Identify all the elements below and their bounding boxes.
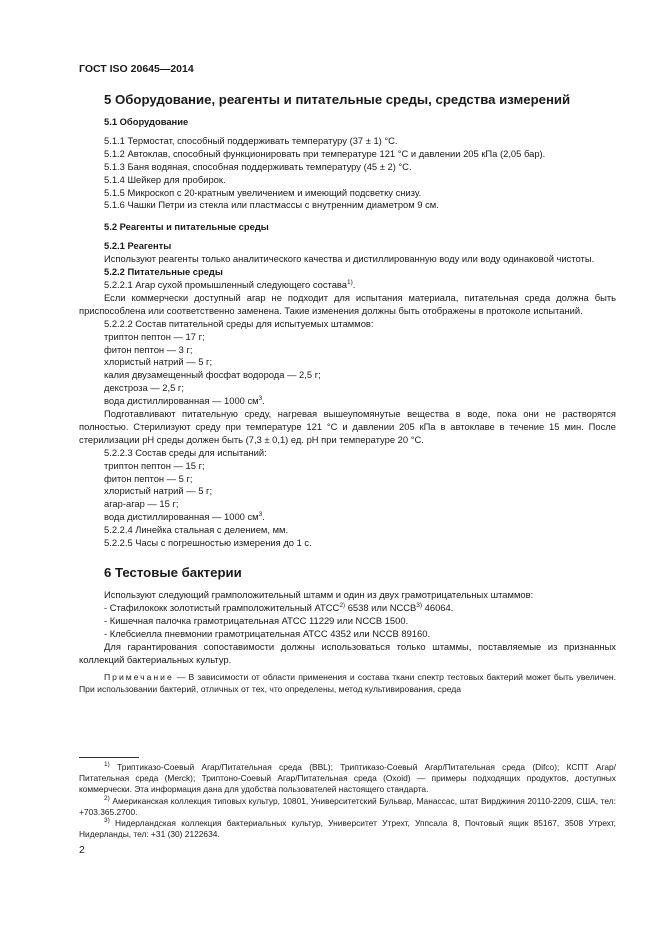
footnote: $^{2)}$ Американская коллекция типовых культур, 10801, Университетский Бульвар, Манассас, штат Вирджиния 20110-2209, США, тел: +703.365.2700. (79, 794, 616, 817)
equipment-item: 5.1.2 Автоклав, способный функционировать при температуре 121 °С и давлении 205 кПа (2,05 бар). (104, 147, 546, 159)
composition-item: триптон пептон — 15 г; (104, 459, 205, 471)
section-5-2-1-title: 5.2.1 Реагенты (104, 240, 172, 252)
composition-item: декстроза — 2,5 г; (104, 382, 184, 394)
section-5-1-title: 5.1 Оборудование (104, 116, 189, 127)
clock-item: 5.2.2.5 Часы с погрешностью измерения до 1 с. (104, 537, 312, 549)
footnote-ref-1: 1) (347, 278, 353, 286)
composition-item: хлористый натрий — 5 г; (104, 356, 213, 368)
composition-item: калия двузамещенный фосфат водорода — 2,5 г; (104, 369, 321, 381)
section-5-2-2-2-title: 5.2.2.2 Состав питательной среды для испытуемых штаммов: (104, 317, 374, 329)
composition-item: хлористый натрий — 5 г; (104, 485, 213, 497)
footnote-ref-2: 2) (339, 601, 346, 609)
composition-item: триптон пептон — 17 г; (104, 330, 205, 342)
footnote-ref-3: 3) (416, 601, 423, 609)
composition-item: вода дистиллированная — 1000 $см^3$. (104, 511, 265, 523)
agar-text: 5.2.2.1 Агар сухой промышленный следующего состава$^{1)}$. (104, 278, 356, 290)
section-5-2-title: 5.2 Реагенты и питательные среды (104, 221, 269, 233)
equipment-item: 5.1.3 Баня водяная, способная поддерживать температуру (45 ± 2) °С. (104, 160, 412, 172)
equipment-item: 5.1.5 Микроскоп с 20-кратным увеличением и имеющий подсветку снизу. (104, 186, 422, 198)
bacteria-item: - Стафилококк золотистый грамположительный АТСС$^{2)}$ 6538 или NCCB$^{3)}$ 46064. (104, 601, 454, 613)
composition-item: агар-агар — 15 г; (104, 498, 179, 510)
comparability-text: Для гарантирования сопоставимости должны использоваться только штаммы, поставляемые из признанных коллекций бактериальных культур. (79, 640, 616, 665)
equipment-item: 5.1.4 Шейкер для пробирок. (104, 173, 226, 185)
composition-item: вода дистиллированная — 1000 $см^3$. (104, 395, 265, 407)
bacteria-item: - Клебсиелла пневмонии грамотрицательная АТСС 4352 или NCCB 89160. (104, 627, 431, 639)
section-5-title: 5 Оборудование, реагенты и питательные среды, средства измерений (104, 92, 571, 107)
footnote: $^{1)}$ Триптиказо-Соевый Агар/Питательная среда (BBL); Триптиказо-Соевый Агар/Питательная среда (Difco); КСПТ Агар/Питательная среда (Merck); Триптоно-Соевый Агар/Питательная среда (Oxoid) — примеры подходящих продуктов, доступных коммерчески. Эта информация дана для удобства пользователей настоящего стандарта. (79, 761, 616, 795)
bacteria-intro: Используют следующий грамположительный штамм и один из двух грамотрицательных штаммов: (104, 589, 534, 600)
footnote: $^{3)}$ Нидерландская коллекция бактериальных культур, Университет Утрехт, Уппсала 8, Почтовый ящик 85167, 3508 Утрехт, Нидерланды, тел: +31 (30) 2122634. (79, 817, 616, 840)
reagents-text: Используют реагенты только аналитического качества и дистиллированную воду или воду одинаковой чистоты. (104, 253, 595, 265)
main-content (79, 91, 616, 695)
ruler-item: 5.2.2.4 Линейка стальная с делением, мм. (104, 524, 289, 536)
preparation-text: Подготавливают питательную среду, нагревая вышеупомянутые вещества в воде, пока они не растворятся полностью. Стерилизуют среду при температуре 121 °С и давлении 205 кПа в автоклаве в течение 15 мин. После стерилизации pH среды должен быть (7,3 ± 0,1) ед. pH при температуре 20 °С. (79, 408, 616, 445)
commercial-agar-text: Если коммерчески доступный агар не подходит для испытания материала, питательная среда должна быть приспособлена или соответственно заменена. Такие изменения должны быть отображены в протоколе испытаний. (79, 291, 616, 316)
equipment-item: 5.1.1 Термостат, способный поддерживать температуру (37 ± 1) °С. (104, 134, 398, 146)
section-5-2-2-3-title: 5.2.2.3 Состав среды для испытаний: (104, 446, 267, 458)
standard-header: ГОСТ ISO 20645—2014 (79, 63, 194, 75)
note: Примечание — В зависимости от области применения и состава ткани спектр тестовых бактерий может быть увеличен. При использовании бактерий, отличных от тех, что определены, метод культивирования, среда (79, 672, 616, 695)
equipment-item: 5.1.6 Чашки Петри из стекла или пластмассы с внутренним диаметром 9 см. (104, 199, 439, 211)
footnote-divider (79, 757, 139, 758)
composition-item: фитон пептон — 5 г; (104, 472, 193, 484)
footnotes (79, 762, 616, 840)
composition-item: фитон пептон — 3 г; (104, 343, 193, 355)
note-label: Примечание (104, 672, 174, 683)
section-5-2-2-title: 5.2.2 Питательные среды (104, 266, 223, 278)
bacteria-item: - Кишечная палочка грамотрицательная АТСС 11229 или NCCB 1500. (104, 614, 409, 626)
section-6-title: 6 Тестовые бактерии (104, 565, 242, 580)
page-number: 2 (79, 844, 85, 856)
